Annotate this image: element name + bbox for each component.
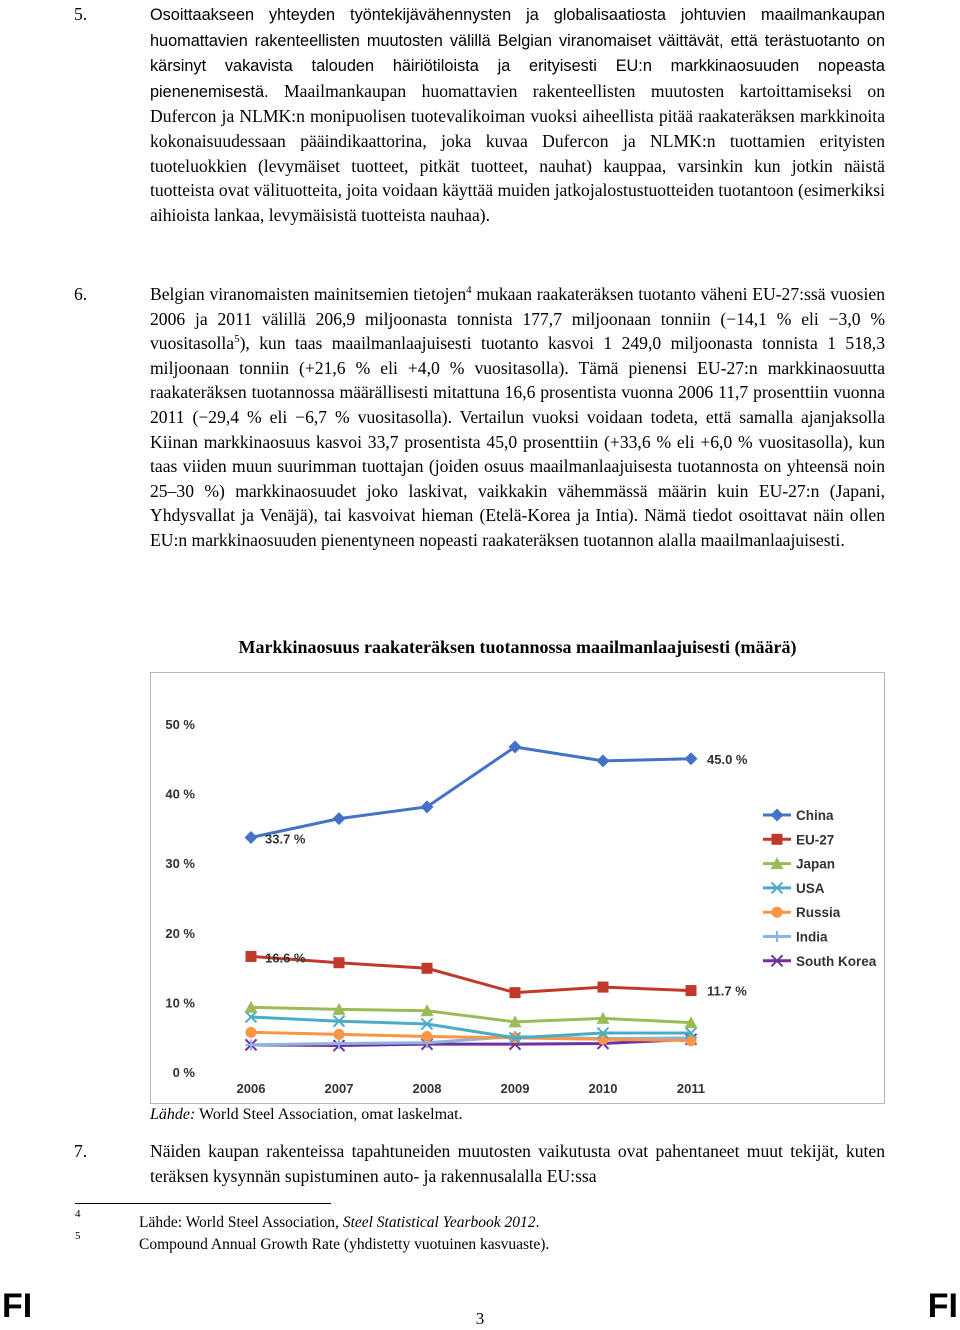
data-point [334,1029,345,1040]
footnote-divider [75,1203,331,1204]
data-point [246,951,257,962]
paragraph-5 [150,2,885,227]
data-label: 45.0 % [707,751,748,767]
y-tick-label: 20 % [165,925,195,941]
line-chart [151,673,886,1105]
legend-marker [772,907,783,918]
data-label: 16.6 % [265,950,306,966]
x-tick-label: 2006 [236,1081,266,1096]
x-tick-label: 2009 [500,1081,530,1096]
legend-marker [772,834,783,845]
footnote-mark: 5 [75,1230,81,1242]
series-line-eu-27 [251,956,691,992]
data-point [422,1031,433,1042]
data-point [598,1034,609,1045]
data-label: 33.7 % [265,831,306,847]
data-point [686,985,697,996]
paragraph-number-5: 5. [74,4,88,24]
legend-marker [772,931,783,942]
x-tick-label: 2010 [588,1081,618,1096]
legend-label: USA [796,880,825,896]
footnote-mark: 4 [75,1208,81,1220]
footnote-ref-4[interactable]: 4 [466,284,472,297]
source-text: World Steel Association, omat laskelmat. [195,1106,463,1123]
legend-label: Japan [796,856,836,872]
data-label: 11.7 % [707,983,747,999]
paragraph-6 [150,282,885,553]
legend-marker [771,809,784,822]
chart-source [150,1106,463,1124]
legend-label: South Korea [796,953,877,969]
paragraph-number-7: 7. [74,1141,88,1161]
footnote-ref-5[interactable]: 5 [234,333,240,346]
y-tick-label: 0 % [172,1065,195,1080]
data-point [422,963,433,974]
data-point [246,1027,257,1038]
y-tick-label: 40 % [165,786,195,802]
y-tick-label: 50 % [165,717,195,732]
data-point [597,754,610,767]
data-point [245,831,258,844]
legend-label: China [796,808,834,823]
footnote-text: Lähde: World Steel Association, Steel Statistical Yearbook 2012. [139,1214,540,1231]
x-tick-label: 2007 [324,1081,354,1096]
footer-language-left: FI [2,1287,33,1325]
paragraph-6-text-c: ), kun taas maailmanlaajuisesti tuotanto kasvoi 1 249,0 miljoonasta tonnista 1 518,3 miljoonaan tonniin (+21,6 % eli +4,0 % vuositasolla). Tämä pienensi EU-27:n markkinaosuutta raakateräksen tuotannossa määrällisesti mitattuna 16,6 prosentista vuonna 2006 11,7 prosenttiin vuonna 2011 (−29,4 % eli −6,7 % vuositasolla). Vertailun vuoksi voidaan todeta, että samalla ajanjaksolla Kiinan markkinaosuus kasvoi 33,7 prosentista 45,0 prosenttiin (+33,6 % eli +6,0 % vuositasolla), kun taas viiden muun suurimman tuottajan (joiden osuus maailmanlaajuisesta tuotannosta on yhteensä noin 25–30 %) markkinaosuudet joko laskivat, vaikkakin vähemmässä määrin kuin EU-27:n (Japani, Yhdysvallat ja Venäjä), tai kasvoivat hieman (Etelä-Korea ja Intia). Nämä tiedot osoittavat näin ollen EU:n markkinaosuuden pienentyneen nopeasti raakateräksen tuotannon alalla maailmanlaajuisesti. [150,333,885,550]
page-number: 3 [475,1309,485,1328]
paragraph-5-serif-text: Maailmankaupan huomattavien rakenteellisten muutosten kartoittamiseksi on Dufercon ja NLMK:n monipuolisen tuotevalikoiman vuoksi aiheellista pitää raakateräksen markkinoita kokonaisuudessaan pääindikaattorina, joka kuvaa Dufercon ja NLMK:n tuottamien erityisten tuoteluokkien (levymäiset tuotteet, pitkät tuotteet, nauhat) kauppaa, varsinkin kun jotkin näistä tuotteista ovat välituotteita, joita voidaan käyttää muiden jatkojalostustuotteiden tuotantoon (esimerkiksi aihioista lankaa, levymäisistä tuotteista nauhaa). [150,80,886,225]
data-point [510,987,521,998]
y-tick-label: 30 % [165,856,195,872]
source-label: Lähde: [150,1106,196,1123]
data-point [598,982,609,993]
data-point [685,752,698,765]
chart-frame [150,672,885,1104]
legend-label: EU-27 [796,832,835,848]
x-tick-label: 2011 [676,1081,706,1096]
legend-label: Russia [796,905,841,921]
paragraph-number-6: 6. [74,284,88,304]
chart-title: Markkinaosuus raakateräksen tuotannossa maailmanlaajuisesti (määrä) [238,637,797,657]
paragraph-6-text-b: mukaan raakateräksen tuotanto väheni EU-27:ssä vuosien 2006 ja 2011 välillä 206,9 miljoonasta tonnista 177,7 miljoonaan tonniin (−14,1 % eli −3,0 % vuositasolla [150,284,885,354]
series-line-china [251,747,691,837]
legend-label: India [796,929,828,945]
data-point [333,812,346,825]
paragraph-7: Näiden kaupan rakenteissa tapahtuneiden muutosten vaikutusta ovat pahentaneet muut tekijät, kuten teräksen kysynnän supistuminen auto- ja rakennusalalla EU:ssa [150,1141,885,1186]
data-point [334,957,345,968]
y-tick-label: 10 % [165,995,195,1011]
paragraph-6-text-a: Belgian viranomaisten mainitsemien tietojen [150,284,467,304]
paragraph-5-sans-text: Osoittaakseen yhteyden työntekijävähennysten ja globalisaatiosta johtuvien maailmankaupan huomattavien rakenteellisten muutosten välillä Belgian viranomaiset väittävät, että terästuotanto on kärsinyt vakavista talouden häiriötiloista ja erityisesti EU:n markkinaosuuden nopeasta pienenemisestä. [150,6,885,101]
footer-language-right: FI [927,1287,958,1325]
footnote-text: Compound Annual Growth Rate (yhdistetty vuotuinen kasvuaste). [139,1236,550,1253]
x-tick-label: 2008 [412,1081,442,1096]
